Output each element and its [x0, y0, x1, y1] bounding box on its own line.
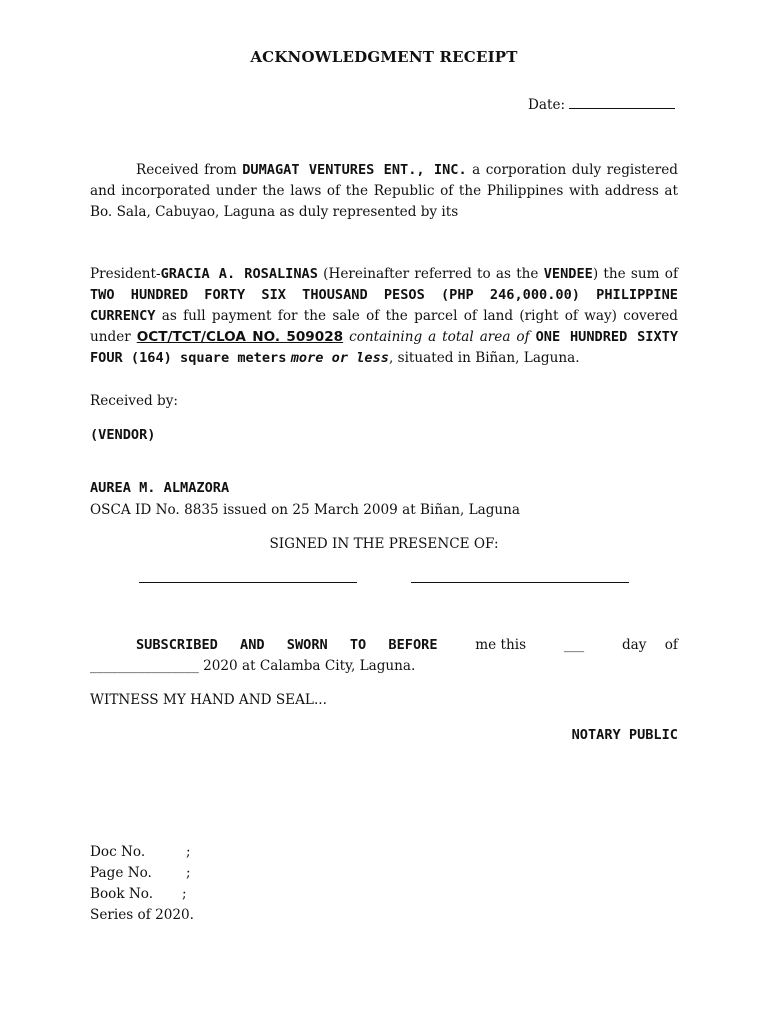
document-title: ACKNOWLEDGMENT RECEIPT: [250, 48, 518, 66]
doc-no-semicolon: ;: [186, 844, 191, 860]
vendor-label: (VENDOR): [90, 427, 156, 443]
day-blank: ___: [563, 637, 585, 653]
hereinafter-text: (Hereinafter referred to as the: [323, 266, 539, 282]
title-number: OCT/TCT/CLOA NO. 509028: [136, 329, 344, 345]
situated-text: , situated in Biñan, Laguna.: [388, 350, 580, 366]
book-no-row: [90, 884, 290, 905]
president-name: GRACIA A. ROSALINAS: [160, 266, 318, 282]
paragraph-1-rest: registered and incorporated under the laws of the Republic of the Philippines with address at Bo. Sala, Cabuyao, Laguna as duly represented by its: [90, 162, 678, 220]
received-by-label: Received by:: [90, 393, 178, 409]
paragraph-received-from: [90, 160, 678, 223]
the-text: ) the: [592, 266, 626, 282]
book-no-semicolon: ;: [182, 886, 187, 902]
notary-public-label: NOTARY PUBLIC: [571, 727, 678, 743]
jurat-line-2: [90, 656, 678, 677]
jurat-rest-text: 2020 at Calamba City, Laguna.: [203, 658, 416, 674]
series-row: Series of 2020.: [90, 907, 194, 923]
date-blank-line: [569, 94, 675, 109]
osca-id-text: OSCA ID No. 8835 issued on 25 March 2009 at Biñan, Laguna: [90, 502, 521, 518]
notarial-register: [90, 842, 290, 926]
containing-text: containing a total area of: [349, 329, 530, 345]
sum-of-text: sum of: [630, 266, 678, 282]
me-this-text: me this: [475, 637, 527, 653]
witness-signature-line-2: [411, 582, 629, 583]
signed-presence-text: SIGNED IN THE PRESENCE OF:: [269, 536, 499, 552]
page-no-label: Page No.: [90, 865, 152, 881]
witness-signature-line-1: [139, 582, 357, 583]
subscribed-text: SUBSCRIBED AND SWORN TO BEFORE: [136, 637, 438, 653]
company-name: DUMAGAT VENTURES ENT., INC.: [242, 162, 467, 178]
paragraph-1-line-1: [90, 160, 678, 223]
vendor-name: AUREA M. ALMAZORA: [90, 480, 230, 496]
date-field: [528, 94, 675, 116]
full-payment-text: as full payment for the sale of the parcel of land (right of way) covered under: [90, 308, 678, 345]
paragraph-1-text: a corporation duly: [472, 162, 602, 178]
doc-no-row: [90, 842, 290, 863]
book-no-label: Book No.: [90, 886, 154, 902]
land-area: ONE HUNDRED SIXTY FOUR (164) square meters: [90, 329, 678, 366]
doc-no-label: Doc No.: [90, 844, 146, 860]
day-of-text: day of: [621, 637, 678, 653]
paragraph-president: [90, 264, 678, 369]
vendee-label: VENDEE: [543, 266, 593, 282]
witness-hand-seal-text: WITNESS MY HAND AND SEAL...: [90, 692, 327, 708]
page-no-semicolon: ;: [186, 865, 191, 881]
more-or-less-text: more or less: [290, 350, 389, 366]
page-no-row: [90, 863, 290, 884]
date-label: Date:: [528, 97, 566, 113]
jurat-line-1: [90, 635, 678, 656]
president-prefix: President-: [90, 266, 161, 282]
received-from-text: Received from: [136, 162, 237, 178]
amount-in-words: TWO HUNDRED FORTY SIX THOUSAND PESOS (PHP 246,000.00) PHILIPPINE CURRENCY: [90, 287, 678, 324]
jurat-paragraph: [90, 635, 678, 677]
date-blank: ________________: [90, 658, 199, 674]
